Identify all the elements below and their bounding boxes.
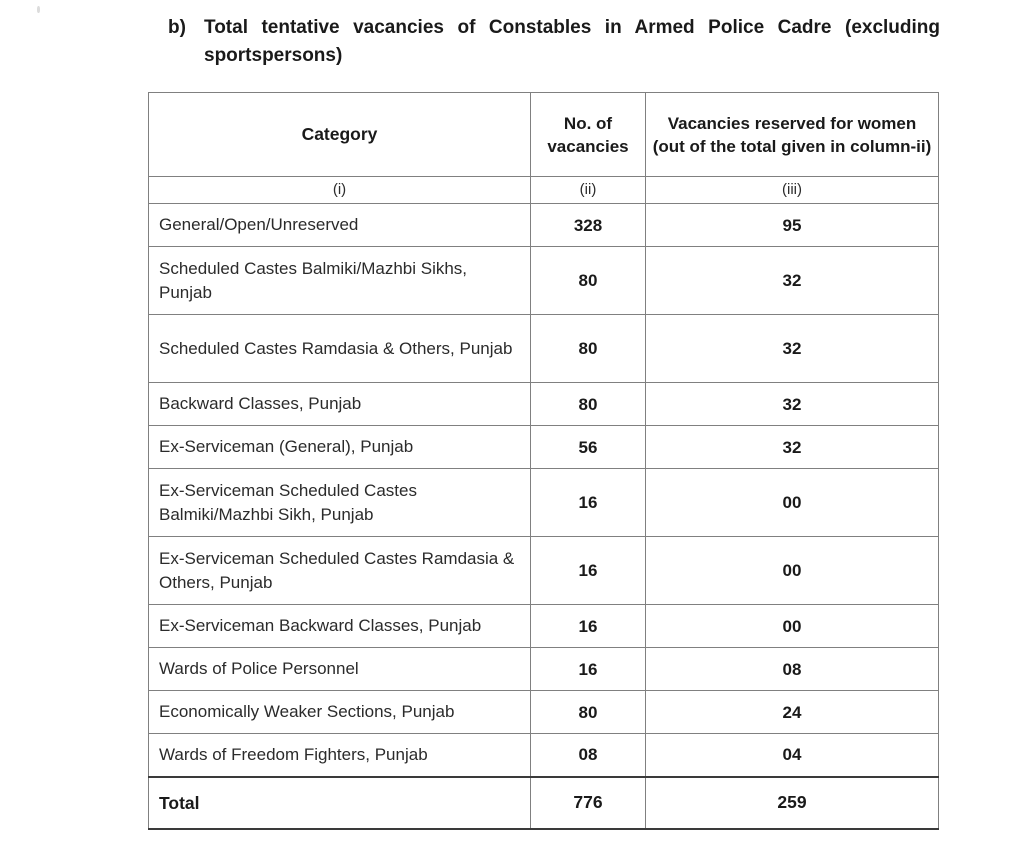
cell-women: 32 bbox=[646, 315, 939, 383]
cell-total-women: 259 bbox=[646, 777, 939, 829]
vacancies-table bbox=[148, 92, 939, 830]
table-row bbox=[149, 315, 939, 383]
table-row bbox=[149, 537, 939, 605]
cell-category: Scheduled Castes Balmiki/Mazhbi Sikhs, Punjab bbox=[149, 247, 531, 315]
table-row bbox=[149, 734, 939, 777]
section-heading-line-2: sportspersons) bbox=[204, 45, 343, 66]
cell-women: 08 bbox=[646, 648, 939, 691]
cell-women: 00 bbox=[646, 537, 939, 605]
scan-speck bbox=[37, 6, 40, 13]
cell-women: 04 bbox=[646, 734, 939, 777]
cell-vacancies: 08 bbox=[531, 734, 646, 777]
column-header-women: Vacancies reserved for women (out of the total given in column-ii) bbox=[646, 93, 939, 177]
section-marker: b) bbox=[168, 17, 186, 38]
cell-vacancies: 56 bbox=[531, 426, 646, 469]
cell-category: Backward Classes, Punjab bbox=[149, 383, 531, 426]
cell-vacancies: 16 bbox=[531, 648, 646, 691]
cell-category: Ex-Serviceman Scheduled Castes Ramdasia & Others, Punjab bbox=[149, 537, 531, 605]
table-row bbox=[149, 426, 939, 469]
cell-category: General/Open/Unreserved bbox=[149, 204, 531, 247]
cell-vacancies: 80 bbox=[531, 691, 646, 734]
table-row bbox=[149, 204, 939, 247]
table-total-row bbox=[149, 777, 939, 829]
cell-vacancies: 16 bbox=[531, 605, 646, 648]
column-number-iii: (iii) bbox=[646, 177, 939, 204]
cell-category: Wards of Police Personnel bbox=[149, 648, 531, 691]
table-row bbox=[149, 605, 939, 648]
table-row bbox=[149, 469, 939, 537]
column-number-row bbox=[149, 177, 939, 204]
cell-vacancies: 328 bbox=[531, 204, 646, 247]
table-row bbox=[149, 691, 939, 734]
cell-women: 00 bbox=[646, 469, 939, 537]
cell-vacancies: 80 bbox=[531, 247, 646, 315]
table-header-row bbox=[149, 93, 939, 177]
cell-total-label: Total bbox=[149, 777, 531, 829]
cell-vacancies: 80 bbox=[531, 315, 646, 383]
cell-women: 95 bbox=[646, 204, 939, 247]
section-heading-text bbox=[204, 14, 940, 70]
cell-category: Ex-Serviceman Backward Classes, Punjab bbox=[149, 605, 531, 648]
table-row bbox=[149, 247, 939, 315]
table-row bbox=[149, 648, 939, 691]
column-header-category: Category bbox=[149, 93, 531, 177]
cell-vacancies: 16 bbox=[531, 469, 646, 537]
section-heading bbox=[168, 14, 940, 70]
cell-category: Economically Weaker Sections, Punjab bbox=[149, 691, 531, 734]
cell-women: 32 bbox=[646, 426, 939, 469]
cell-vacancies: 16 bbox=[531, 537, 646, 605]
cell-category: Wards of Freedom Fighters, Punjab bbox=[149, 734, 531, 777]
cell-women: 24 bbox=[646, 691, 939, 734]
section-heading-line-1: Total tentative vacancies of Constables in Armed Police Cadre (excluding bbox=[204, 17, 940, 38]
column-number-ii: (ii) bbox=[531, 177, 646, 204]
cell-total-vacancies: 776 bbox=[531, 777, 646, 829]
column-number-i: (i) bbox=[149, 177, 531, 204]
cell-women: 32 bbox=[646, 383, 939, 426]
cell-category: Ex-Serviceman (General), Punjab bbox=[149, 426, 531, 469]
table-body bbox=[149, 204, 939, 829]
cell-category: Scheduled Castes Ramdasia & Others, Punjab bbox=[149, 315, 531, 383]
cell-women: 32 bbox=[646, 247, 939, 315]
cell-women: 00 bbox=[646, 605, 939, 648]
cell-vacancies: 80 bbox=[531, 383, 646, 426]
column-header-vacancies: No. of vacancies bbox=[531, 93, 646, 177]
table-row bbox=[149, 383, 939, 426]
cell-category: Ex-Serviceman Scheduled Castes Balmiki/Mazhbi Sikh, Punjab bbox=[149, 469, 531, 537]
